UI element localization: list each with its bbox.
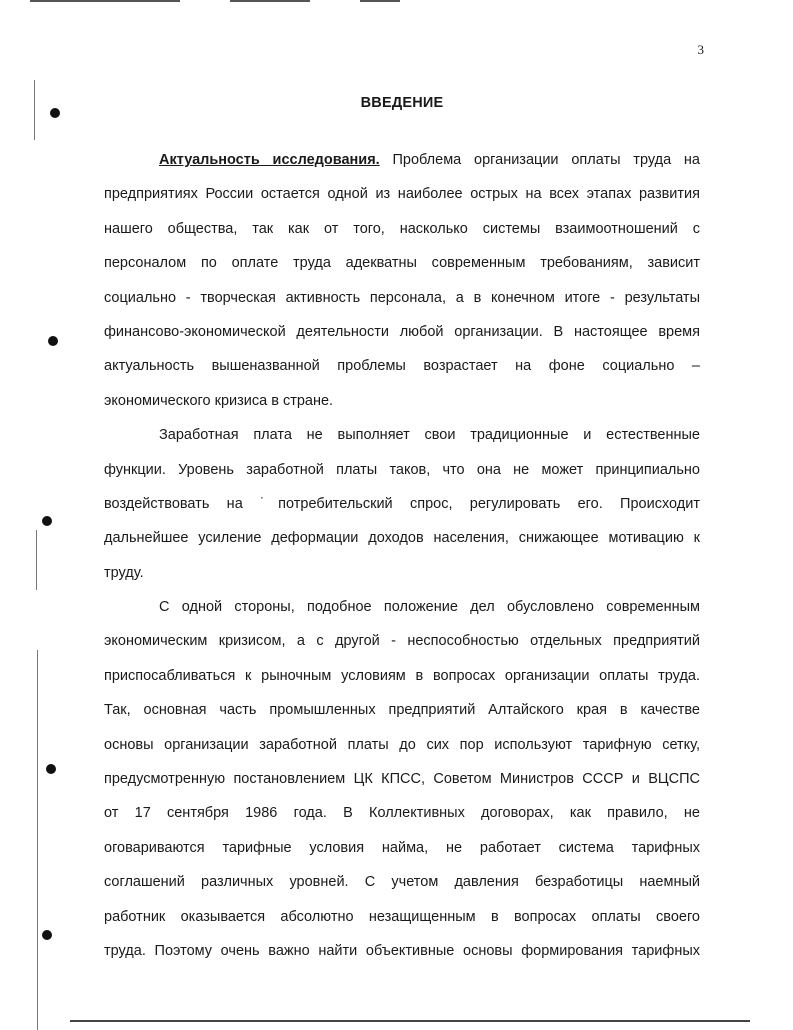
text-line: оговариваются тарифные условия найма, не работает система тарифных: [104, 839, 700, 856]
punch-hole-mark: [42, 516, 52, 526]
text-line: дальнейшее усиление деформации доходов населения, снижающее мотивацию к: [104, 530, 700, 547]
text-line: работник оказывается абсолютно незащищенным в вопросах оплаты своего: [104, 908, 700, 925]
scan-margin-line: [37, 650, 38, 1030]
text-line: предприятиях России остается одной из наиболее острых на всех этапах развития: [104, 186, 700, 203]
text-line: Так, основная часть промышленных предприятий Алтайского края в качестве: [104, 702, 700, 719]
scan-margin-line: [36, 530, 37, 590]
scan-bottom-rule: [70, 1020, 750, 1022]
text-line: соглашений различных уровней. С учетом давления безработицы наемный: [104, 874, 700, 891]
body-text: [104, 143, 700, 968]
text-line: С одной стороны, подобное положение дел обусловлено современным: [159, 599, 700, 616]
text-line: социально - творческая активность персонала, а в конечном итоге - результаты: [104, 289, 700, 306]
scan-top-rule: [230, 0, 310, 2]
text-line: воздействовать на ˙потребительский спрос, регулировать его. Происходит: [104, 495, 700, 512]
section-heading: Актуальность исследования.: [159, 152, 380, 168]
punch-hole-mark: [42, 930, 52, 940]
punch-hole-mark: [46, 764, 56, 774]
punch-hole-mark: [50, 108, 60, 118]
text-line: персоналом по оплате труда адекватны современным требованиям, зависит: [104, 255, 700, 272]
text-line: Актуальность исследования. Проблема организации оплаты труда на: [159, 152, 700, 168]
text-line: экономического кризиса в стране.: [104, 392, 334, 409]
page-title: ВВЕДЕНИЕ: [360, 95, 444, 111]
scan-top-rule: [360, 0, 400, 2]
text-line: экономическим кризисом, а с другой - неспособностью отдельных предприятий: [104, 633, 700, 650]
text-line: функции. Уровень заработной платы таков, что она не может принципиально: [104, 461, 700, 478]
text-line: предусмотренную постановлением ЦК КПСС, Советом Министров СССР и ВЦСПС: [104, 771, 700, 788]
scan-margin-line: [34, 80, 35, 140]
scan-top-rule: [30, 0, 180, 2]
text-line: от 17 сентября 1986 года. В Коллективных договорах, как правило, не: [104, 805, 700, 822]
text-line: труда. Поэтому очень важно найти объективные основы формирования тарифных: [104, 942, 700, 959]
text-line: труду.: [104, 564, 144, 581]
page-number: 3: [697, 42, 704, 57]
text-line: Заработная плата не выполняет свои традиционные и естественные: [159, 427, 700, 444]
text-line: нашего общества, так как от того, насколько системы взаимоотношений с: [104, 220, 700, 237]
text-line: финансово-экономической деятельности любой организации. В настоящее время: [104, 323, 700, 340]
text-line: актуальность вышеназванной проблемы возрастает на фоне социально –: [104, 358, 700, 375]
text-line: основы организации заработной платы до сих пор используют тарифную сетку,: [104, 736, 700, 753]
punch-hole-mark: [48, 336, 58, 346]
text-line: приспосабливаться к рыночным условиям в вопросах организации оплаты труда.: [104, 667, 700, 684]
